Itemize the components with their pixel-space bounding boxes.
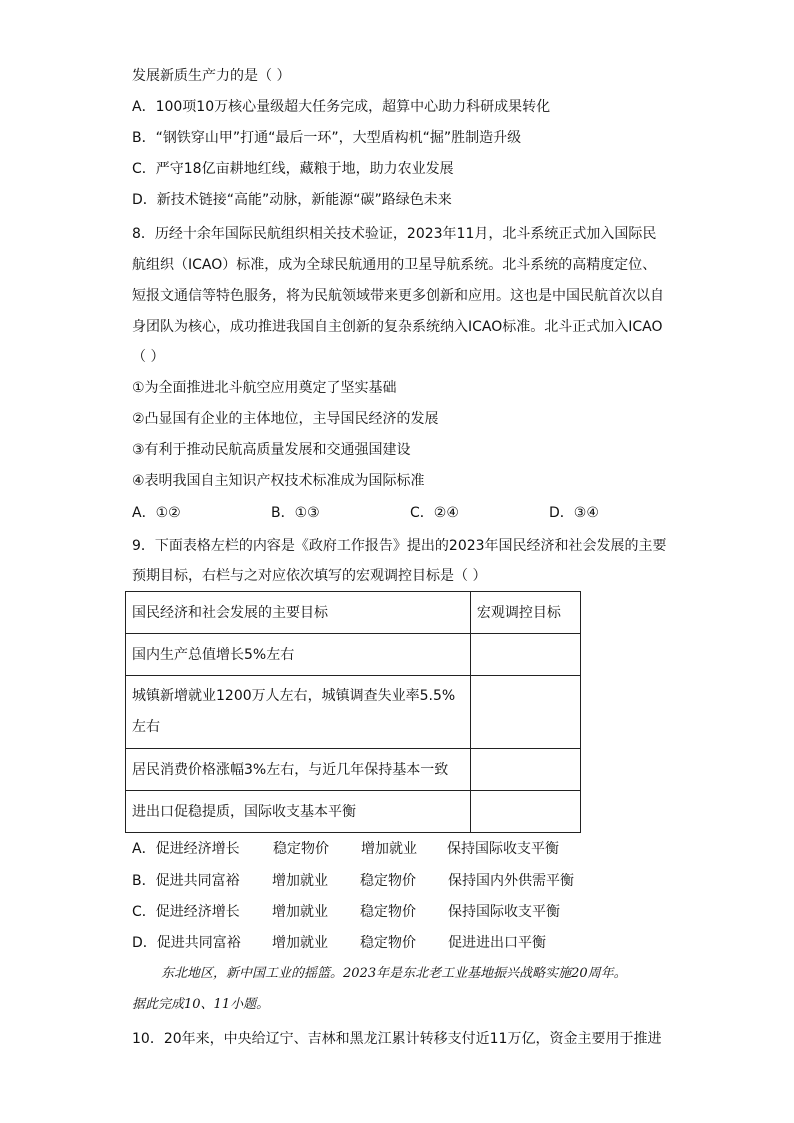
- table-cell-target: [470, 749, 580, 791]
- q9-stem-line-1: 9．下面表格左栏的内容是《政府工作报告》提出的2023年国民经济和社会发展的主要: [132, 538, 667, 554]
- table-cell-goal: 城镇新增就业1200万人左右，城镇调查失业率5.5%左右: [126, 676, 471, 749]
- table-cell-goal: 进出口促稳提质，国际收支基本平衡: [126, 791, 471, 833]
- q9-option-a: [132, 839, 559, 859]
- table-row: [126, 791, 581, 833]
- q9-option-b-col-2: 增加就业: [272, 873, 328, 889]
- q9-option-d-col-2: 增加就业: [272, 935, 328, 951]
- q9-option-b-col-3: 稳定物价: [360, 873, 416, 889]
- q8-statement-2: ②凸显国有企业的主体地位，主导国民经济的发展: [132, 411, 439, 427]
- q9-option-b: [132, 871, 574, 891]
- q8-stem-line-3: 短报文通信等特色服务，将为民航领域带来更多创新和应用。这也是中国民航首次以自: [132, 288, 664, 304]
- table-header-goals: 国民经济和社会发展的主要目标: [126, 592, 471, 634]
- q9-option-b-col-4: 保持国内外供需平衡: [448, 873, 574, 889]
- q9-option-c-col-3: 稳定物价: [360, 904, 416, 920]
- table-cell-target: [470, 676, 580, 749]
- q8-statement-1: ①为全面推进北斗航空应用奠定了坚实基础: [132, 380, 397, 396]
- q9-option-d-col-4: 促进进出口平衡: [448, 935, 546, 951]
- q8-choice-a: A．①②: [132, 505, 181, 521]
- passage-line-2: 据此完成10、11小题。: [132, 997, 270, 1012]
- table-header-row: [126, 592, 581, 634]
- q8-statement-3: ③有利于推动民航高质量发展和交通强国建设: [132, 442, 411, 458]
- q7-option-a: A．100项10万核心量级超大任务完成，超算中心助力科研成果转化: [132, 99, 551, 115]
- q9-option-a-col-3: 增加就业: [361, 841, 417, 857]
- q9-option-d-col-3: 稳定物价: [360, 935, 416, 951]
- q8-choice-c: C．②④: [410, 505, 459, 521]
- q9-option-d-col-1: D．促进共同富裕: [132, 935, 241, 951]
- table-row: [126, 749, 581, 791]
- q10-stem-line-1: 10．20年来，中央给辽宁、吉林和黑龙江累计转移支付近11万亿，资金主要用于推进: [132, 1031, 662, 1047]
- q9-option-b-col-1: B．促进共同富裕: [132, 873, 240, 889]
- table-cell-goal: 国内生产总值增长5%左右: [126, 634, 471, 676]
- q7-option-d: D．新技术链接“高能”动脉，新能源“碳”路绿色未来: [132, 192, 452, 208]
- table-row: [126, 634, 581, 676]
- table-cell-goal: 居民消费价格涨幅3%左右，与近几年保持基本一致: [126, 749, 471, 791]
- q9-option-d: [132, 933, 546, 953]
- q8-stem-line-2: 航组织（ICAO）标准，成为全球民航通用的卫星导航系统。北斗系统的高精度定位、: [132, 257, 657, 273]
- q9-option-c-col-4: 保持国际收支平衡: [448, 904, 560, 920]
- q9-stem-line-2: 预期目标，右栏与之对应依次填写的宏观调控目标是（ ）: [132, 568, 487, 584]
- table-row: [126, 676, 581, 749]
- q9-option-a-col-4: 保持国际收支平衡: [447, 841, 559, 857]
- table-cell-target: [470, 634, 580, 676]
- q9-goals-table: [125, 591, 581, 833]
- table-header-macro-targets: 宏观调控目标: [470, 592, 580, 634]
- q9-option-c-col-1: C．促进经济增长: [132, 904, 240, 920]
- table-cell-target: [470, 791, 580, 833]
- q9-option-a-col-1: A．促进经济增长: [132, 841, 240, 857]
- q8-answer-bracket: （ ）: [132, 349, 165, 365]
- q8-stem-line-1: 8．历经十余年国际民航组织相关技术验证，2023年11月，北斗系统正式加入国际民: [132, 226, 657, 242]
- q8-choice-b: B．①③: [271, 505, 320, 521]
- q8-statement-4: ④表明我国自主知识产权技术标准成为国际标准: [132, 473, 425, 489]
- q8-choice-d: D．③④: [549, 505, 599, 521]
- q7-option-b: B．“钢铁穿山甲”打通“最后一环”，大型盾构机“掘”胜制造升级: [132, 130, 522, 146]
- q7-option-c: C．严守18亿亩耕地红线，藏粮于地，助力农业发展: [132, 161, 454, 177]
- q9-option-c: [132, 902, 560, 922]
- passage-line-1: 东北地区，新中国工业的摇篮。2023年是东北老工业基地振兴战略实施20周年。: [161, 966, 627, 981]
- q8-stem-line-4: 身团队为核心，成功推进我国自主创新的复杂系统纳入ICAO标准。北斗正式加入ICAO: [132, 319, 663, 335]
- q9-option-c-col-2: 增加就业: [272, 904, 328, 920]
- q7-stem-tail: 发展新质生产力的是（ ）: [132, 68, 291, 84]
- q9-option-a-col-2: 稳定物价: [273, 841, 329, 857]
